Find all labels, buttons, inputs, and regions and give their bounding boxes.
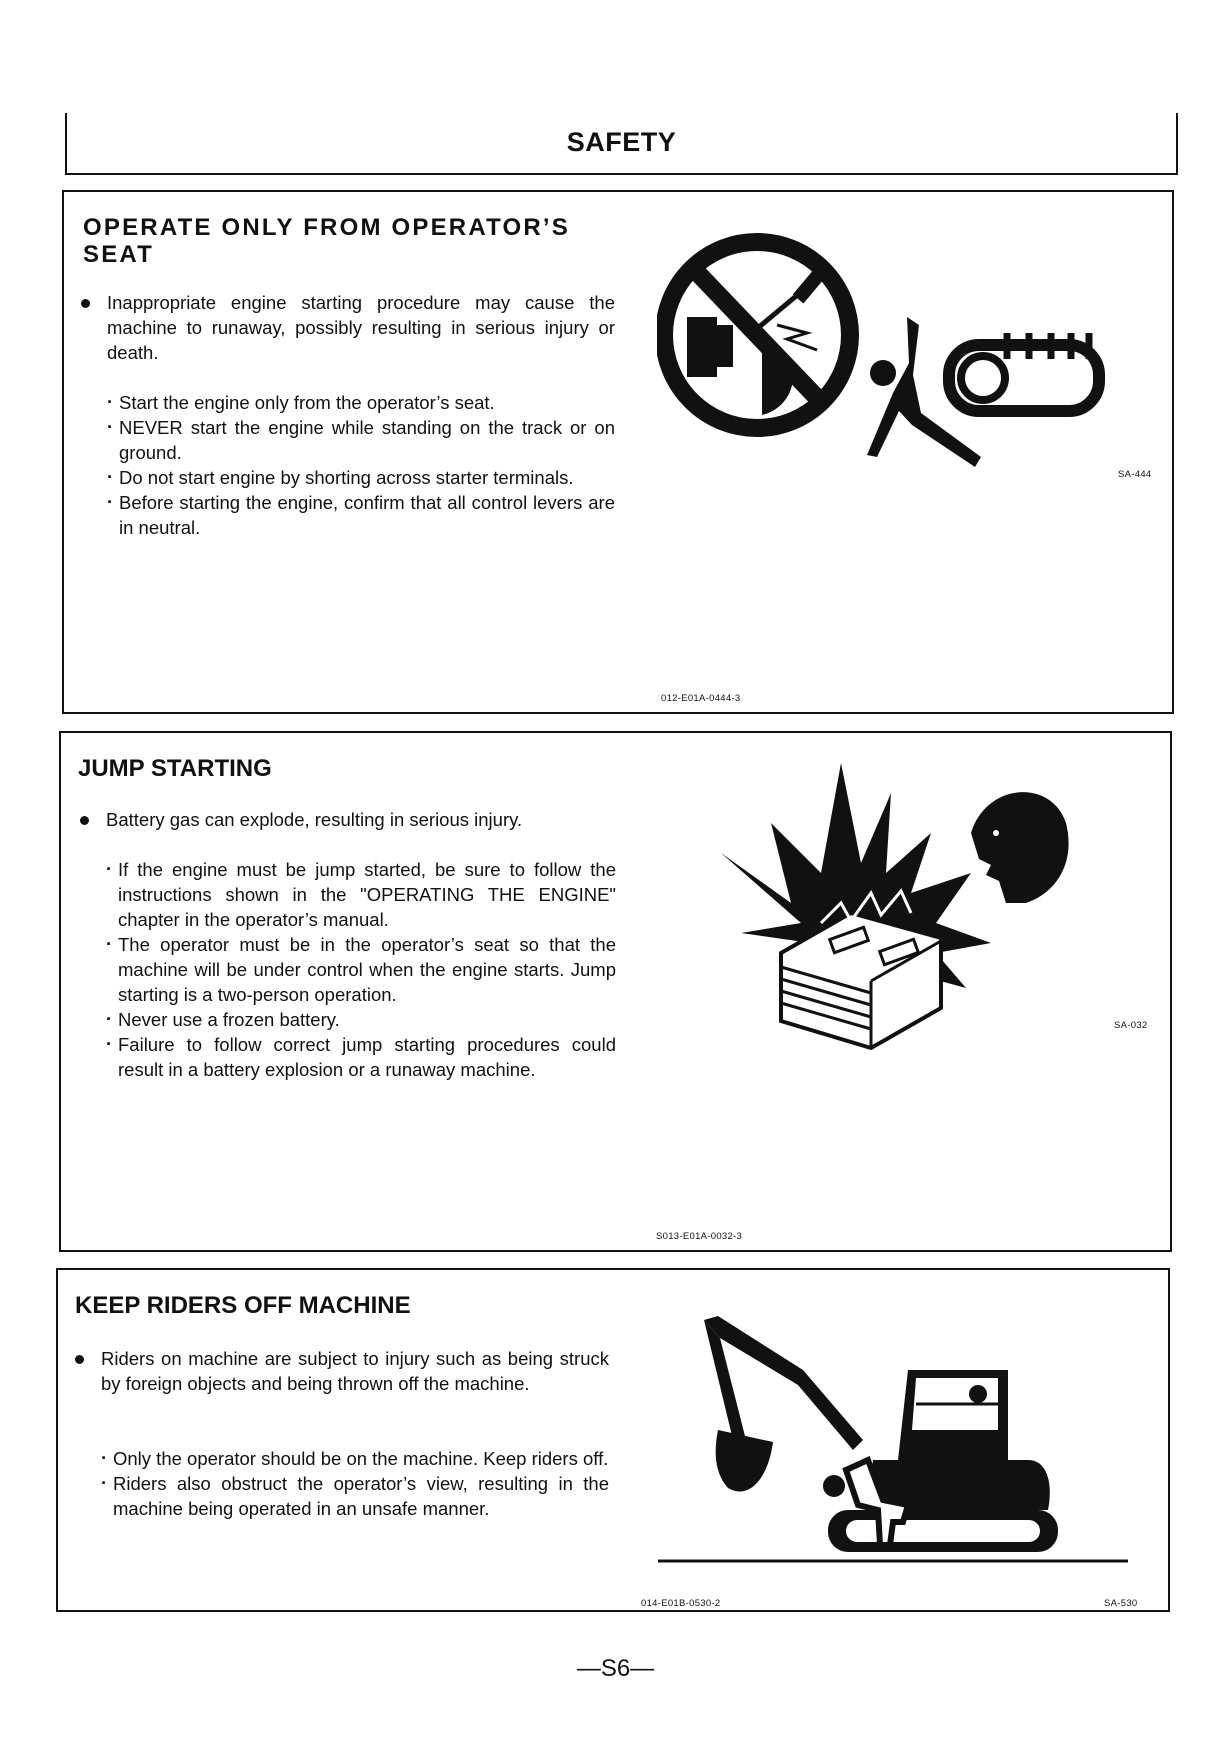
document-code: 014-E01B-0530-2 xyxy=(641,1598,721,1609)
page-number: —S6— xyxy=(576,1655,655,1682)
instruction-list xyxy=(107,390,615,540)
no-shorting-starter-illustration xyxy=(657,225,1157,485)
section-title: OPERATE ONLY FROM OPERATOR’S SEAT xyxy=(83,214,570,268)
figure-code: SA-032 xyxy=(1114,1020,1148,1031)
section-title: KEEP RIDERS OFF MACHINE xyxy=(75,1292,411,1319)
list-item: · Only the operator should be on the machine. Keep riders off. xyxy=(101,1446,609,1471)
document-code: S013-E01A-0032-3 xyxy=(656,1231,743,1242)
list-item: · If the engine must be jump started, be sure to follow the instructions shown in the "OPERATING THE ENGINE" chapter in the operator’s manual. xyxy=(106,857,616,932)
list-item: · The operator must be in the operator’s seat so that the machine will be under control when the engine starts. Jump starting is a two-person operation. xyxy=(106,932,616,1007)
instruction-list xyxy=(106,857,616,1082)
figure-code: SA-444 xyxy=(1118,469,1152,480)
list-item: · Failure to follow correct jump starting procedures could result in a battery explosion or a runaway machine. xyxy=(106,1032,616,1082)
list-item: · Start the engine only from the operator’s seat. xyxy=(107,390,615,415)
excavator-rider-illustration xyxy=(658,1310,1138,1570)
figure-code: SA-530 xyxy=(1104,1598,1138,1609)
list-item: · Before starting the engine, confirm that all control levers are in neutral. xyxy=(107,490,615,540)
page-header xyxy=(65,113,1178,175)
section-title: JUMP STARTING xyxy=(78,755,272,782)
list-item: · Riders also obstruct the operator’s view, resulting in the machine being operated in an unsafe manner. xyxy=(101,1471,609,1521)
warning-bullet: Battery gas can explode, resulting in serious injury. xyxy=(106,807,616,832)
list-item: · Never use a frozen battery. xyxy=(106,1007,616,1032)
section-jump-starting xyxy=(59,731,1172,1252)
list-item: · Do not start engine by shorting across starter terminals. xyxy=(107,465,615,490)
list-item: · NEVER start the engine while standing on the track or on ground. xyxy=(107,415,615,465)
section-operate-from-seat xyxy=(62,190,1174,714)
warning-bullet: Inappropriate engine starting procedure may cause the machine to runaway, possibly resulting in serious injury or death. xyxy=(107,292,615,363)
page-title: SAFETY xyxy=(566,127,677,157)
warning-bullet: Riders on machine are subject to injury such as being struck by foreign objects and being thrown off the machine. xyxy=(101,1348,609,1394)
section-keep-riders-off xyxy=(56,1268,1170,1612)
instruction-list xyxy=(101,1446,609,1521)
battery-explosion-illustration xyxy=(721,763,1141,1063)
document-code: 012-E01A-0444-3 xyxy=(661,693,741,704)
